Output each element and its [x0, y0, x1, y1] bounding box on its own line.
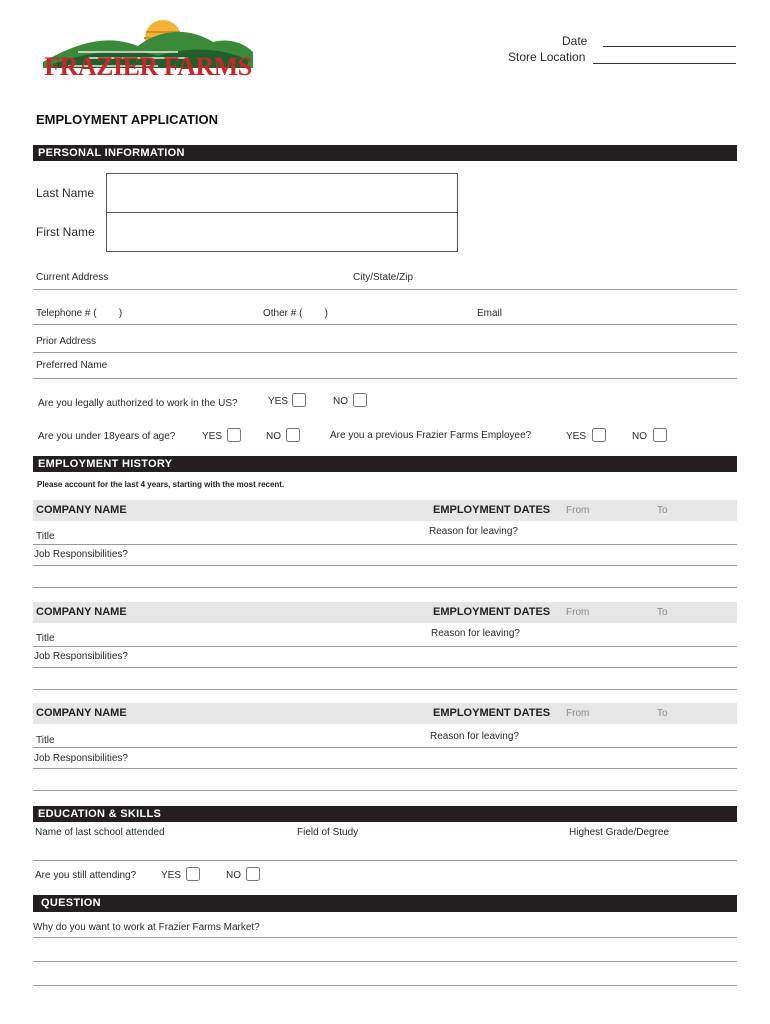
responsibilities-label-3: Job Responsibilities?: [34, 753, 128, 764]
previous-employee-question: Are you a previous Frazier Farms Employee?: [330, 430, 532, 441]
responsibilities-line-3a[interactable]: [33, 768, 737, 769]
responsibilities-line-3b[interactable]: [33, 790, 737, 791]
preferred-name-label: Preferred Name: [36, 360, 108, 371]
employment-dates-label: EMPLOYMENT DATES: [433, 504, 551, 516]
employment-section-header: [33, 456, 737, 472]
company-name-label: COMPANY NAME: [36, 606, 127, 618]
reason-label-1: Reason for leaving?: [429, 526, 518, 537]
question-section-header: [33, 895, 737, 912]
question-section-title: QUESTION: [41, 897, 101, 909]
attending-yes-checkbox[interactable]: [186, 867, 200, 881]
date-label: Date: [562, 34, 588, 48]
company-name-label: COMPANY NAME: [36, 707, 127, 719]
authorized-yes-label: YES: [268, 396, 289, 407]
authorized-question: Are you legally authorized to work in the US?: [38, 398, 238, 409]
education-section-title: EDUCATION & SKILLS: [38, 808, 162, 820]
previous-employee-yes-checkbox[interactable]: [592, 428, 606, 442]
under18-no-label: NO: [266, 431, 281, 442]
last-name-label: Last Name: [36, 186, 95, 200]
logo: [38, 12, 258, 92]
under18-no-checkbox[interactable]: [286, 428, 300, 442]
store-location-label: Store Location: [508, 50, 586, 64]
company-header-1: [33, 500, 737, 521]
responsibilities-line-1b[interactable]: [33, 587, 737, 588]
title-line-1[interactable]: [33, 544, 737, 545]
education-line[interactable]: [33, 860, 737, 861]
attending-no-checkbox[interactable]: [246, 867, 260, 881]
reason-label-3: Reason for leaving?: [430, 731, 519, 742]
prior-address-label: Prior Address: [36, 336, 97, 347]
title-label-3: Title: [36, 735, 55, 746]
preferred-name-line[interactable]: [33, 378, 737, 379]
title-line-3[interactable]: [33, 747, 737, 748]
previous-employee-yes-label: YES: [566, 431, 587, 442]
first-name-field[interactable]: [106, 212, 458, 252]
responsibilities-line-1a[interactable]: [33, 565, 737, 566]
answer-line-1[interactable]: [33, 937, 737, 938]
store-location-line[interactable]: [593, 63, 736, 64]
email-label: Email: [477, 308, 503, 319]
to-label: To: [657, 708, 668, 719]
prior-address-line[interactable]: [33, 352, 737, 353]
title-label-1: Title: [36, 531, 55, 542]
phone-line[interactable]: [33, 324, 737, 325]
last-name-field[interactable]: [106, 173, 458, 213]
title-line-2[interactable]: [33, 646, 737, 647]
responsibilities-line-2b[interactable]: [33, 689, 737, 690]
employment-note: Please account for the last 4 years, starting with the most recent.: [37, 480, 285, 489]
company-name-label: COMPANY NAME: [36, 504, 127, 516]
date-line[interactable]: [603, 46, 736, 47]
attending-question: Are you still attending?: [35, 870, 137, 881]
under18-question: Are you under 18years of age?: [38, 431, 176, 442]
previous-employee-no-label: NO: [632, 431, 647, 442]
from-label: From: [566, 607, 590, 618]
other-phone-label: Other # ( ): [263, 308, 329, 319]
authorized-no-checkbox[interactable]: [353, 393, 367, 407]
previous-employee-no-checkbox[interactable]: [653, 428, 667, 442]
first-name-label: First Name: [36, 225, 95, 239]
telephone-label: Telephone # ( ): [36, 308, 123, 319]
attending-yes-label: YES: [161, 870, 182, 881]
under18-yes-label: YES: [202, 431, 223, 442]
answer-line-2[interactable]: [33, 961, 737, 962]
under18-yes-checkbox[interactable]: [227, 428, 241, 442]
from-label: From: [566, 505, 590, 516]
title-label-2: Title: [36, 633, 55, 644]
from-label: From: [566, 708, 590, 719]
reason-label-2: Reason for leaving?: [431, 628, 520, 639]
field-of-study-label: Field of Study: [297, 827, 359, 838]
authorized-no-label: NO: [333, 396, 348, 407]
to-label: To: [657, 505, 668, 516]
brand-name: FRAZIER FARMS: [44, 52, 252, 81]
responsibilities-line-2a[interactable]: [33, 667, 737, 668]
company-header-2: [33, 602, 737, 623]
address-line[interactable]: [33, 289, 737, 290]
city-state-zip-label: City/State/Zip: [353, 272, 414, 283]
employment-section-title: EMPLOYMENT HISTORY: [38, 458, 173, 470]
school-label: Name of last school attended: [35, 827, 165, 838]
current-address-label: Current Address: [36, 272, 109, 283]
authorized-yes-checkbox[interactable]: [292, 393, 306, 407]
employment-dates-label: EMPLOYMENT DATES: [433, 707, 551, 719]
to-label: To: [657, 607, 668, 618]
page-title: EMPLOYMENT APPLICATION: [36, 112, 218, 127]
why-work-question: Why do you want to work at Frazier Farms Market?: [33, 922, 260, 933]
responsibilities-label-2: Job Responsibilities?: [34, 651, 128, 662]
personal-section-title: PERSONAL INFORMATION: [38, 147, 185, 159]
responsibilities-label-1: Job Responsibilities?: [34, 549, 128, 560]
answer-line-3[interactable]: [33, 985, 737, 986]
employment-dates-label: EMPLOYMENT DATES: [433, 606, 551, 618]
highest-grade-label: Highest Grade/Degree: [569, 827, 670, 838]
education-section-header: [33, 806, 737, 822]
company-header-3: [33, 703, 737, 724]
attending-no-label: NO: [226, 870, 241, 881]
personal-section-header: [33, 145, 737, 161]
